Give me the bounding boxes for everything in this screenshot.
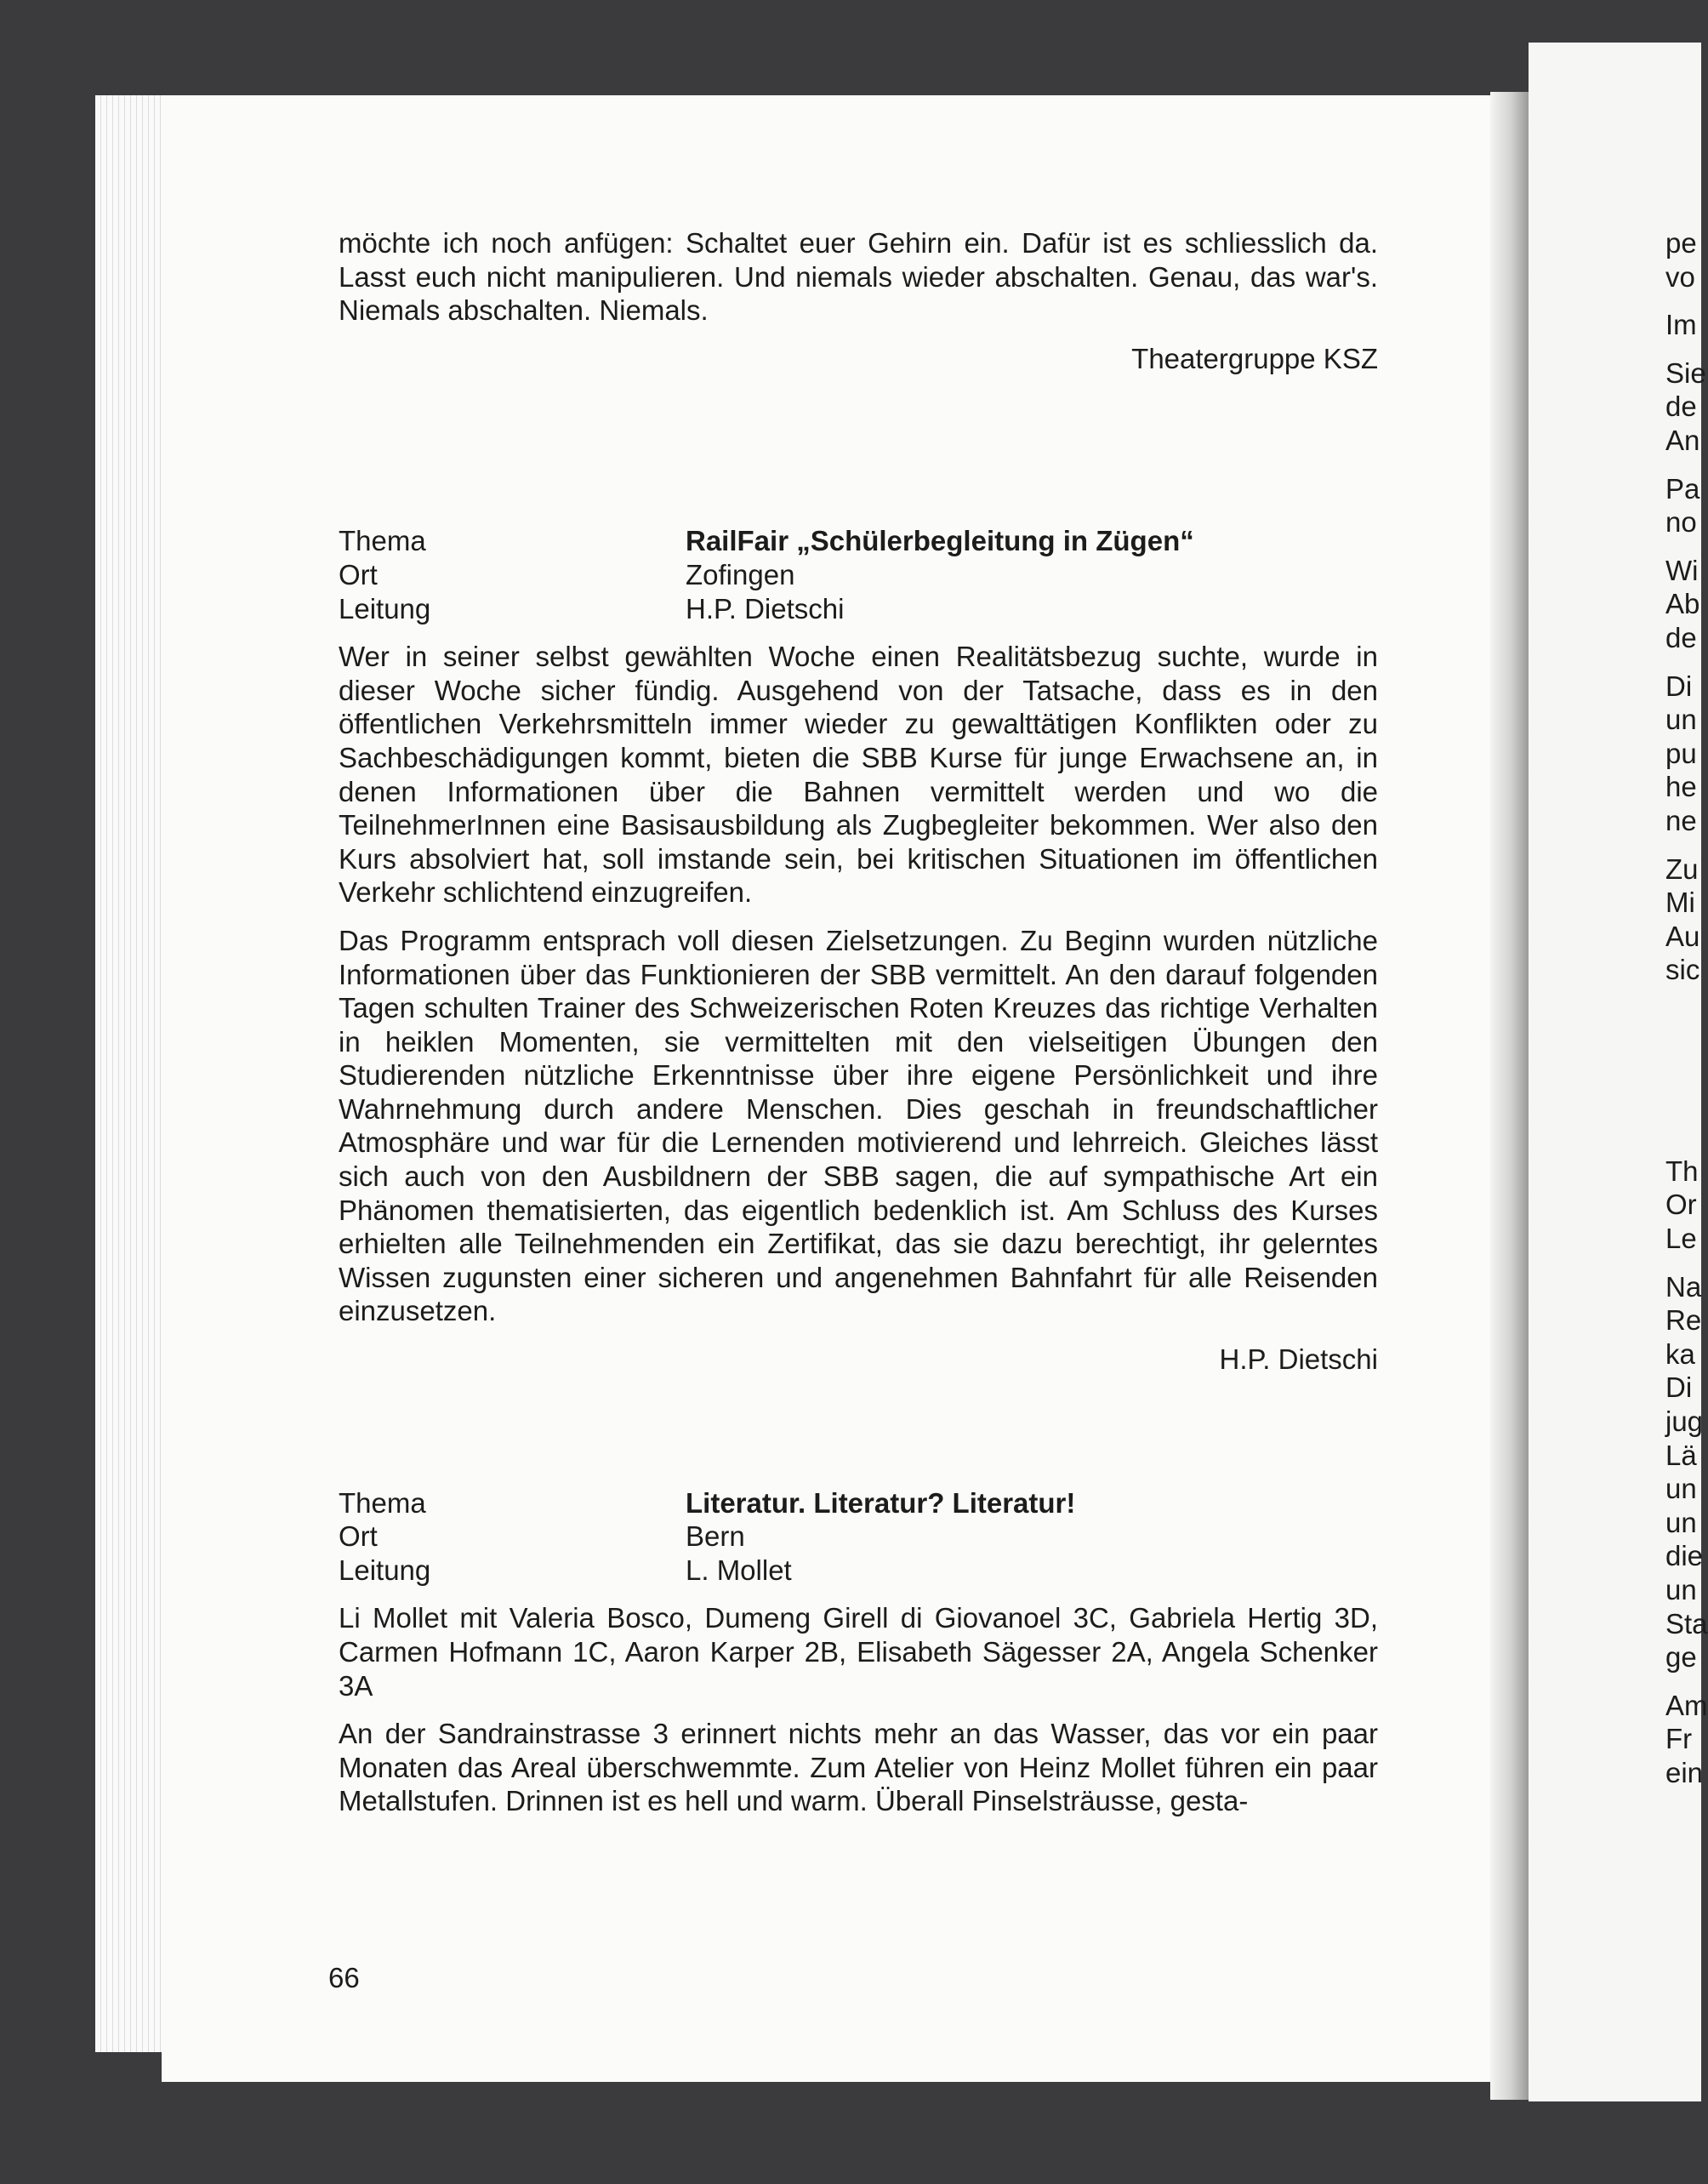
facing-page-line: Am bbox=[1665, 1689, 1708, 1721]
facing-page-spacer bbox=[1665, 1256, 1708, 1270]
facing-page-line: Ab bbox=[1665, 588, 1700, 620]
section1-meta bbox=[339, 524, 1378, 625]
facing-page-spacer bbox=[1665, 1001, 1708, 1155]
facing-page-line: ge bbox=[1665, 1641, 1697, 1674]
facing-page-line: Re bbox=[1665, 1304, 1702, 1337]
section1-ort: Zofingen bbox=[686, 558, 795, 590]
facing-page-line: An bbox=[1665, 424, 1700, 456]
facing-page-line: jug bbox=[1665, 1406, 1704, 1438]
page-content bbox=[339, 226, 1378, 1833]
facing-page-line: vo bbox=[1665, 260, 1695, 293]
facing-page-spacer bbox=[1665, 294, 1708, 308]
thema-label: Thema bbox=[339, 525, 426, 557]
facing-page-line: Sta bbox=[1665, 1607, 1708, 1639]
facing-page-spacer bbox=[1665, 342, 1708, 356]
facing-page-line: Zu bbox=[1665, 853, 1699, 885]
section2-participants: Li Mollet mit Valeria Bosco, Dumeng Girell di Giovanoel 3C, Gabriela Hertig 3D, Carmen Hofmann 1C, Aaron Karper 2B, Elisabeth Sägesser 2A, Angela Schenker 3A bbox=[339, 1602, 1378, 1702]
facing-page-line: he bbox=[1665, 771, 1697, 803]
intro-signature: Theatergruppe KSZ bbox=[1131, 342, 1378, 374]
book-gutter bbox=[1490, 92, 1529, 2100]
facing-page-line: Wi bbox=[1665, 554, 1699, 586]
section-spacer bbox=[339, 1391, 1378, 1486]
facing-page-spacer bbox=[1665, 987, 1708, 1001]
facing-page-line: un bbox=[1665, 1506, 1697, 1538]
facing-page-line: de bbox=[1665, 621, 1697, 653]
leitung-label: Leitung bbox=[339, 1554, 431, 1586]
facing-page-spacer bbox=[1665, 539, 1708, 554]
section2-title: Literatur. Literatur? Literatur! bbox=[686, 1486, 1076, 1519]
facing-page-line: ka bbox=[1665, 1337, 1695, 1370]
facing-page-line: un bbox=[1665, 1473, 1697, 1505]
section2-ort: Bern bbox=[686, 1520, 745, 1553]
thema-label: Thema bbox=[339, 1486, 426, 1519]
facing-page-spacer bbox=[1665, 1674, 1708, 1689]
section2-paragraph-1: An der Sandrainstrasse 3 erinnert nichts mehr an das Wasser, das vor ein paar Monaten das Areal überschwemmte. Zum Atelier von Heinz Mollet führen ein paar Metallstufen. Drinnen ist es hell und warm. Überall Pinselsträusse, gesta- bbox=[339, 1718, 1378, 1817]
facing-page-line: ne bbox=[1665, 804, 1697, 836]
facing-page-spacer bbox=[1665, 838, 1708, 853]
facing-page-spacer bbox=[1665, 458, 1708, 472]
facing-page-line: Pa bbox=[1665, 472, 1700, 505]
page-number: 66 bbox=[328, 1962, 360, 1993]
ort-label: Ort bbox=[339, 1520, 378, 1553]
facing-page-spacer bbox=[1665, 655, 1708, 670]
facing-page-line: pu bbox=[1665, 737, 1697, 769]
facing-page-line: Au bbox=[1665, 920, 1700, 952]
section2-meta bbox=[339, 1486, 1378, 1588]
section1-paragraph-1: Wer in seiner selbst gewählten Woche einen Realitätsbezug suchte, wurde in dieser Woche sicher fündig. Ausgehend von der Tatsache, dass es in den öffentlichen Verkehrsmitteln immer wieder zu gewalttätigen Konflikten oder zu Sachbeschädigungen kommt, bieten die SBB Kurse für junge Erwachsene an, in denen Informationen über die Bahnen vermittelt werden und wo die TeilnehmerInnen eine Basisausbildung als Zugbegleiter bekommen. Wer also den Kurs absolviert hat, soll imstande sein, bei kritischen Situationen im öffentlichen Verkehr schlichtend einzugreifen. bbox=[339, 641, 1378, 909]
section1-title: RailFair „Schülerbegleitung in Zügen“ bbox=[686, 525, 1194, 557]
facing-page-line: die bbox=[1665, 1540, 1704, 1572]
section1-leitung: H.P. Dietschi bbox=[686, 592, 845, 624]
facing-page-line: Mi bbox=[1665, 887, 1695, 919]
facing-page-text bbox=[1665, 226, 1708, 1790]
leitung-label: Leitung bbox=[339, 592, 431, 624]
facing-page-line: un bbox=[1665, 704, 1697, 736]
facing-page-line: Im bbox=[1665, 309, 1697, 341]
intro-paragraph: möchte ich noch anfügen: Schaltet euer Gehirn ein. Dafür ist es schliesslich da. Lasst euch nicht manipulieren. Und niemals wieder abschalten. Genau, das war's. Niemals abschalten. Niemals. bbox=[339, 227, 1378, 327]
facing-page-line: Sie bbox=[1665, 356, 1706, 389]
facing-page-line: Di bbox=[1665, 670, 1693, 702]
facing-page-line: Th bbox=[1665, 1155, 1699, 1187]
facing-page-line: Na bbox=[1665, 1270, 1702, 1303]
facing-page-line: pe bbox=[1665, 227, 1697, 259]
facing-page-line: un bbox=[1665, 1574, 1697, 1605]
facing-page-line: Di bbox=[1665, 1371, 1693, 1404]
ort-label: Ort bbox=[339, 558, 378, 590]
facing-page-line: ein bbox=[1665, 1756, 1704, 1788]
section1-signature: H.P. Dietschi bbox=[1219, 1343, 1378, 1376]
facing-page-line: sic bbox=[1665, 954, 1700, 986]
facing-page-line: de bbox=[1665, 391, 1697, 423]
facing-page-line: Lä bbox=[1665, 1439, 1697, 1471]
section2-leitung: L. Mollet bbox=[686, 1554, 792, 1586]
section1-paragraph-2: Das Programm entsprach voll diesen Zielsetzungen. Zu Beginn wurden nützliche Informationen über das Funktionieren der SBB vermittelt. An den darauf folgenden Tagen schulten Trainer des Schweizerischen Roten Kreuzes das richtige Verhalten in heiklen Momenten, sie vermittelten mit den vielseitigen Übungen den Studierenden nützliche Erkenntnisse über ihre eigene Persönlichkeit und ihre Wahrnehmung durch andere Menschen. Dies geschah in freundschaftlicher Atmosphäre und war für die Lernenden motivierend und lehrreich. Gleiches lässt sich auch von den Ausbildnern der SBB sagen, die auf sympathische Art ein Phänomen thematisierten, das eigentlich bedenklich ist. Am Schluss des Kurses erhielten alle Teilnehmenden ein Zertifikat, das sie dazu berechtigt, ihr gelerntes Wissen zugunsten einer sicheren und angenehmen Bahnfahrt für alle Reisenden einzusetzen. bbox=[339, 924, 1378, 1327]
facing-page-line: Le bbox=[1665, 1223, 1697, 1255]
section-spacer bbox=[339, 390, 1378, 524]
facing-page-line: Or bbox=[1665, 1189, 1697, 1221]
facing-page-line: Fr bbox=[1665, 1723, 1693, 1755]
facing-page-line: no bbox=[1665, 506, 1697, 539]
